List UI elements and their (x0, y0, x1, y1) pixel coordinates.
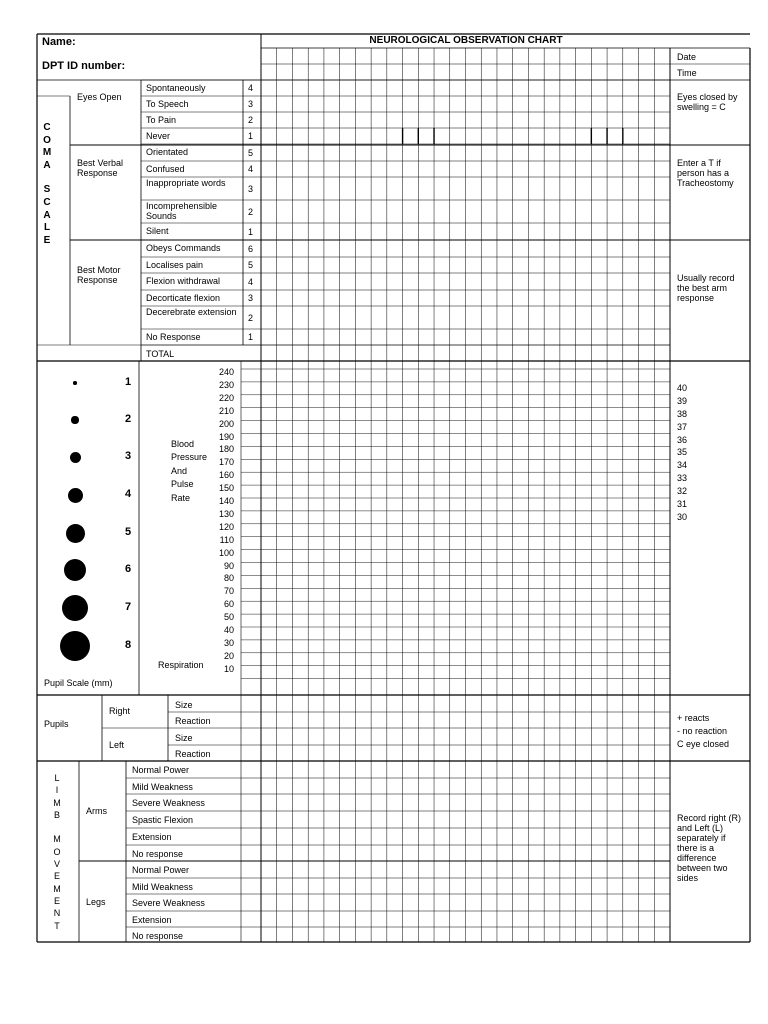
eyes-item-label: To Pain (146, 115, 177, 125)
time-label: Time (677, 68, 697, 78)
pupil-size-dot (73, 381, 77, 385)
motor-item-label: Obeys Commands (146, 243, 221, 253)
arm-movement-item: Normal Power (132, 765, 190, 775)
verbal-item-score: 3 (248, 183, 254, 194)
bp-scale-value: 180 (218, 444, 234, 455)
bp-scale-value: 160 (218, 470, 234, 481)
temperature-value: 30 (677, 511, 688, 522)
bp-scale-value: 10 (223, 663, 234, 674)
total-label: TOTAL (146, 349, 175, 359)
bp-scale-value: 90 (223, 560, 234, 571)
bp-scale-value: 20 (223, 650, 234, 661)
legs-label: Legs (86, 897, 106, 907)
pupil-size-dot (70, 452, 81, 463)
motor-item-score: 1 (248, 332, 254, 342)
leg-movement-item: No response (132, 931, 184, 941)
temperature-value: 31 (677, 499, 688, 509)
right-reaction-label: Reaction (175, 716, 211, 726)
bp-scale-value: 40 (223, 625, 234, 635)
bp-scale-value: 50 (223, 612, 234, 623)
leg-movement-item: Mild Weakness (132, 882, 193, 892)
bp-scale-value: 220 (218, 392, 234, 403)
temperature-value: 37 (677, 421, 688, 432)
eyes-note: Eyes closed by swelling = C (677, 92, 738, 112)
verbal-note: Enter a T if person has a Tracheostomy (677, 158, 734, 188)
pupil-legend: + reacts - no reaction C eye closed (677, 713, 730, 749)
pupils-label: Pupils (44, 719, 69, 729)
motor-item-label: No Response (146, 332, 201, 342)
bp-pulse-label: Blood Pressure And Pulse Rate (171, 439, 208, 503)
date-label: Date (677, 52, 697, 62)
eyes-open-label: Eyes Open (77, 92, 122, 102)
temperature-value: 40 (677, 382, 688, 393)
bp-scale-value: 110 (219, 534, 234, 545)
pupil-size-dot (60, 631, 90, 661)
motor-item-score: 3 (248, 293, 254, 303)
verbal-item-label: Incomprehensible Sounds (146, 201, 218, 221)
pupil-size-number: 4 (125, 488, 132, 500)
left-size-label: Size (175, 733, 193, 743)
pupil-size-number: 8 (125, 639, 132, 651)
motor-item-score: 4 (248, 276, 254, 287)
name-label: Name: (42, 36, 76, 48)
eyes-item-label: Never (146, 131, 171, 141)
bp-scale-value: 130 (218, 508, 234, 519)
eyes-item-score: 4 (248, 83, 254, 93)
bp-scale-value: 170 (218, 457, 234, 468)
motor-item-label: Decorticate flexion (146, 293, 221, 303)
left-reaction-label: Reaction (175, 749, 211, 759)
temperature-value: 32 (677, 486, 688, 497)
pupil-size-dot (66, 524, 85, 543)
bp-scale-value: 140 (218, 496, 234, 506)
bp-scale-value: 120 (218, 521, 234, 532)
bp-scale-value: 240 (218, 367, 234, 377)
motor-item-label: Localises pain (146, 260, 204, 270)
temperature-value: 34 (677, 460, 688, 471)
pupil-scale-label: Pupil Scale (mm) (44, 678, 113, 688)
verbal-item-score: 1 (248, 226, 254, 237)
temperature-value: 38 (677, 408, 688, 419)
leg-movement-item: Severe Weakness (132, 898, 205, 908)
eyes-item-score: 3 (248, 99, 254, 109)
right-size-label: Size (175, 700, 193, 710)
verbal-item-score: 2 (248, 206, 254, 217)
motor-item-label: Decerebrate extension (146, 307, 237, 317)
respiration-label: Respiration (158, 660, 204, 670)
bp-scale-value: 100 (218, 547, 234, 558)
motor-response-label: Best Motor Response (77, 265, 121, 285)
pupil-size-number: 5 (125, 526, 132, 538)
motor-note: Usually record the best arm response (677, 273, 735, 303)
arm-movement-item: Extension (132, 832, 172, 842)
pupil-size-dot (71, 416, 78, 423)
motor-item-label: Flexion withdrawal (146, 276, 221, 286)
chart-title: NEUROLOGICAL OBSERVATION CHART (369, 35, 563, 46)
motor-item-score: 5 (248, 260, 254, 270)
eyes-item-label: Spontaneously (146, 83, 206, 93)
pupil-size-number: 1 (125, 376, 132, 388)
arms-label: Arms (86, 806, 107, 816)
verbal-item-label: Confused (146, 164, 185, 174)
temperature-value: 35 (677, 447, 688, 458)
bp-scale-value: 80 (223, 573, 234, 584)
pupil-size-number: 2 (125, 413, 132, 425)
motor-item-score: 6 (248, 243, 254, 254)
pupil-left-label: Left (109, 740, 125, 750)
temperature-value: 39 (677, 395, 688, 406)
verbal-item-label: Silent (146, 226, 169, 236)
pupil-size-number: 6 (125, 563, 132, 575)
limb-movement-vertical-label: L I M B M O V E M E N T (53, 773, 61, 931)
eyes-item-label: To Speech (146, 99, 189, 109)
pupil-size-number: 3 (125, 450, 132, 462)
arm-movement-item: No response (132, 849, 184, 859)
verbal-item-score: 5 (248, 147, 254, 158)
bp-scale-value: 190 (218, 431, 234, 442)
bp-scale-value: 230 (218, 379, 234, 390)
bp-scale-value: 150 (218, 483, 234, 494)
arm-movement-item: Mild Weakness (132, 782, 193, 792)
verbal-item-label: Orientated (146, 147, 189, 157)
bp-scale-value: 200 (218, 418, 234, 429)
arm-movement-item: Spastic Flexion (132, 815, 194, 825)
verbal-item-label: Inappropriate words (146, 178, 226, 188)
temperature-value: 33 (677, 473, 688, 484)
pupil-size-dot (68, 488, 83, 503)
bp-scale-value: 70 (223, 586, 234, 597)
motor-item-score: 2 (248, 312, 254, 323)
bp-scale-value: 210 (218, 405, 234, 416)
bp-scale-value: 30 (223, 637, 234, 648)
pupil-size-number: 7 (125, 601, 132, 613)
verbal-response-label: Best Verbal Response (77, 158, 124, 178)
eyes-item-score: 2 (248, 115, 254, 125)
arm-movement-item: Severe Weakness (132, 798, 205, 808)
dpt-id-label: DPT ID number: (42, 60, 126, 72)
verbal-item-score: 4 (248, 164, 254, 174)
pupil-right-label: Right (109, 706, 131, 716)
temperature-value: 36 (677, 434, 688, 445)
bp-scale-value: 60 (223, 599, 234, 610)
coma-scale-vertical-label: C O M A S C A L E (42, 122, 52, 246)
leg-movement-item: Extension (132, 915, 172, 925)
leg-movement-item: Normal Power (132, 865, 190, 875)
eyes-item-score: 1 (248, 131, 254, 141)
limb-note: Record right (R) and Left (L) separately if there is a difference between two sides (677, 813, 742, 883)
